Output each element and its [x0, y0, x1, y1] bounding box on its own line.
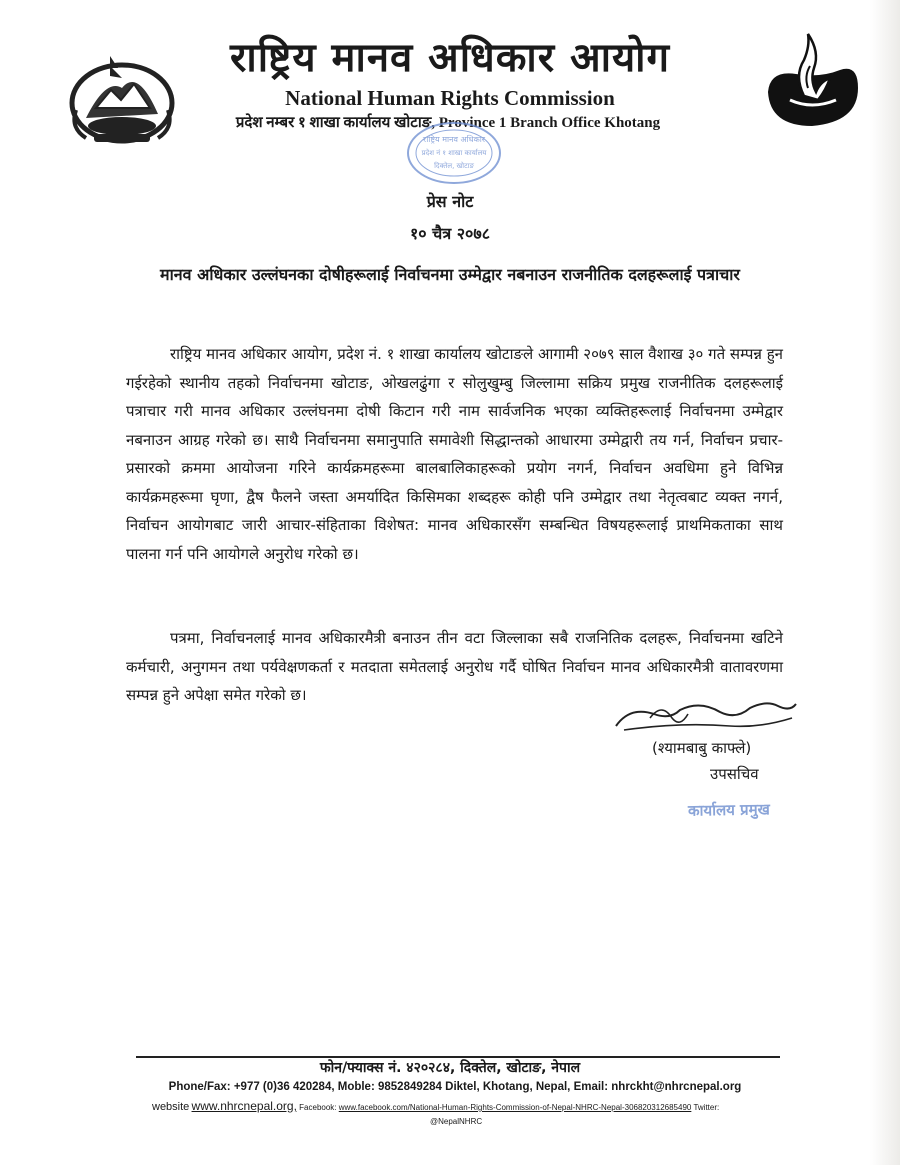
commission-title-english: National Human Rights Commission: [285, 86, 615, 110]
footer-address-nepali: फोन/फ्याक्स नं. ४२०२८४, दिक्तेल, खोटाङ, नेपाल: [319, 1060, 581, 1076]
office-head-stamp: कार्यालय प्रमुख: [687, 800, 771, 820]
twitter-handle[interactable]: @NepalNHRC: [430, 1117, 483, 1126]
branch-office-english: Province 1 Branch Office Khotang: [438, 115, 661, 131]
footer-links: [152, 1099, 772, 1129]
signatory-title: उपसचिव: [710, 765, 759, 783]
press-note-label: प्रेस नोट: [426, 192, 474, 211]
press-note-headline: मानव अधिकार उल्लंघनका दोषीहरूलाई निर्वाचनमा उम्मेद्वार नबनाउन राजनीतिक दलहरूलाई पत्राचार: [160, 265, 740, 284]
branch-office-line: प्रदेश नम्बर १ शाखा कार्यालय खोटाङ, Province 1 Branch Office Khotang: [235, 115, 661, 131]
nhrc-flame-logo-icon: [760, 30, 864, 134]
footer-contact-english: Phone/Fax: +977 (0)36 420284, Moble: 9852849284 Diktel, Khotang, Nepal, Email: nhrckht@nhrcnepal.org: [168, 1081, 742, 1093]
handwritten-signature: [610, 696, 800, 740]
stamp-line-2: प्रदेश नं १ शाखा कार्यालय: [421, 149, 487, 157]
commission-title-nepali: राष्ट्रिय मानव अधिकार आयोग: [229, 35, 671, 81]
signatory-name: (श्यामबाबु काफ्ले): [652, 739, 752, 757]
website-link[interactable]: www.nhrcnepal.org,: [191, 1099, 297, 1113]
twitter-label: Twitter:: [693, 1103, 720, 1112]
body-paragraph-1: राष्ट्रिय मानव अधिकार आयोग, प्रदेश नं. १ शाखा कार्यालय खोटाङले आगामी २०७९ साल वैशाख ३० गते सम्पन्न हुन गईरहेको स्थानीय तहको निर्वाचनमा खोटाङ, ओखलढुंगा र सोलुखुम्बु जिल्लामा सक्रिय प्रमुख राजनीतिक दलहरूलाई पत्राचार गरी मानव अधिकार उल्लंघनमा दोषी किटान गरी नाम सार्वजनिक भएका व्यक्तिहरूलाई निर्वाचनमा उम्मेद्वार नबनाउन आग्रह गरेको छ। साथै निर्वाचनमा समानुपाति समावेशी सिद्धान्तको आधारमा उम्मेद्वारी तय गर्न, निर्वाचन प्रचार-प्रसारको क्रममा आयोजना गरिने कार्यक्रमहरूमा बालबालिकाहरूको प्रयोग नगर्न, निर्वाचन अवधिमा हुने विभिन्न कार्यक्रमहरूमा घृणा, द्वैष फैलने जस्ता अमर्यादित किसिमका शब्दहरू कोही पनि उम्मेद्वार तथा नेतृत्वबाट व्यक्त नगर्न, निर्वाचन आयोगबाट जारी आचार-संहिताका विशेषत: मानव अधिकारसँग सम्बन्धित विषयहरूलाई प्राथमिकताका साथ पालना गर्न पनि आयोगले अनुरोध गरेको छ।: [126, 345, 783, 563]
facebook-label: Facebook:: [299, 1103, 337, 1112]
website-label: website: [152, 1101, 190, 1113]
body-paragraph-2: पत्रमा, निर्वाचनलाई मानव अधिकारमैत्री बनाउन तीन वटा जिल्लाका सबै राजनितिक दलहरू, निर्वाचनमा खटिने कर्मचारी, अनुगमन तथा पर्यवेक्षणकर्ता र मतदाता समेतलाई अनुरोध गर्दै घोषित निर्वाचन मानव अधिकारमैत्री वातावरणमा सम्पन्न हुने अपेक्षा समेत गरेको छ।: [126, 629, 783, 704]
page-edge-shadow: [870, 0, 900, 1165]
facebook-link[interactable]: www.facebook.com/National-Human-Rights-Commission-of-Nepal-NHRC-Nepal-306820312685490: [338, 1103, 692, 1112]
stamp-line-3: दिक्तेल, खोटाङ: [434, 162, 474, 170]
nepal-emblem-icon: [66, 48, 178, 148]
office-seal-stamp: [404, 118, 504, 188]
branch-office-nepali: प्रदेश नम्बर १ शाखा कार्यालय खोटाङ: [235, 115, 432, 131]
press-note-date: १० चैत्र २०७८: [409, 224, 491, 243]
stamp-line-1: राष्ट्रिय मानव अधिकार: [422, 135, 486, 144]
